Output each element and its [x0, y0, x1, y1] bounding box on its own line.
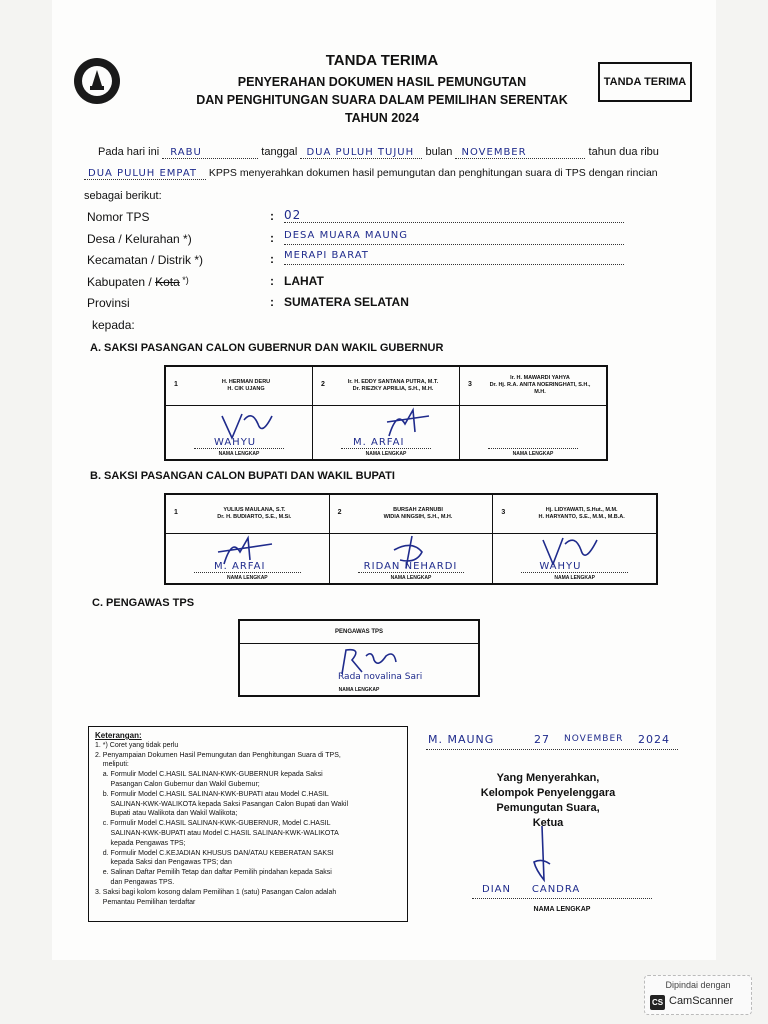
watermark-caption: Dipindai dengan — [665, 980, 731, 990]
nama-lengkap-label: NAMA LENGKAP — [227, 575, 268, 581]
keterangan-line: e. Salinan Daftar Pemilih Tetap dan daftar Pemilih pindahan kepada Saksi — [95, 869, 332, 877]
witness-name: WAHYU — [539, 561, 582, 572]
candidate-name: WIDIA NINGSIH, S.H., M.H. — [383, 514, 453, 520]
candidate-names — [184, 507, 325, 521]
tahun-label: tahun dua ribu — [588, 146, 659, 158]
witness-name: WAHYU — [214, 437, 257, 448]
signature-line — [521, 572, 628, 573]
nama-lengkap-label: NAMA LENGKAP — [338, 687, 380, 693]
candidate-number: 1 — [174, 509, 178, 516]
nama-lengkap-label: NAMA LENGKAP — [554, 575, 595, 581]
bulan-label: bulan — [425, 146, 453, 158]
candidate-names — [348, 507, 489, 521]
camscanner-watermark — [644, 975, 752, 1015]
signature-cell — [166, 534, 330, 583]
table-header-row — [166, 367, 606, 406]
witness-name: M. ARFAI — [214, 561, 266, 572]
keterangan-line: SALINAN-KWK-WALIKOTA kepada Saksi Pasangan Calon Bupati dan Wakil — [95, 800, 349, 808]
ketua-name-line — [472, 884, 652, 899]
candidate-name: Dr. Hj. R.A. ANITA NOERINGHATI, S.H., — [489, 382, 591, 388]
kota-struck: Kota — [155, 275, 180, 289]
place-value: M. MAUNG — [428, 733, 495, 746]
witness-name: M. ARFAI — [353, 437, 405, 448]
nama-lengkap-label: NAMA LENGKAP — [390, 575, 432, 581]
kabupaten-note: *) — [179, 275, 189, 285]
intro-sebagai: sebagai berikut: — [84, 190, 162, 202]
pengawas-box — [238, 619, 480, 697]
nama-lengkap-label: NAMA LENGKAP — [365, 451, 407, 457]
intro-rest: KPPS menyerahkan dokumen hasil pemungutan dan penghitungan suara di TPS dengan rincian — [208, 167, 658, 179]
intro-line2 — [84, 167, 704, 183]
keterangan-line: dan Pengawas TPS. — [95, 878, 175, 886]
signature-row — [166, 406, 606, 459]
cs-logo-icon: CS — [650, 995, 665, 1010]
signature-cell — [330, 534, 494, 583]
ketua-name-label: NAMA LENGKAP — [533, 906, 591, 913]
candidate-name: Ir. H. EDDY SANTANA PUTRA, M.T. — [347, 379, 439, 385]
kabupaten-label: Kabupaten / — [87, 275, 156, 289]
ketua-signature — [528, 824, 558, 886]
submitter-line1: Yang Menyerahkan, — [496, 772, 600, 784]
keterangan-line: d. Formulir Model C.KEJADIAN KHUSUS DAN/ATAU KEBERATAN SAKSI — [95, 849, 334, 857]
keterangan-line: meliputi: — [95, 761, 129, 769]
field-colon: : — [270, 295, 274, 309]
ketua-name: DIAN CANDRA — [482, 884, 581, 895]
tanggal-value: DUA PULUH TUJUH — [300, 147, 422, 159]
candidate-names — [511, 507, 652, 521]
candidate-cell — [166, 367, 313, 405]
field-label-nomor-tps: Nomor TPS — [87, 210, 150, 224]
candidate-cell — [166, 495, 330, 533]
field-label-kabupaten — [87, 275, 189, 289]
candidate-names — [331, 379, 455, 393]
section-b-title: B. SAKSI PASANGAN CALON BUPATI DAN WAKIL BUPATI — [90, 470, 395, 482]
signature-line — [488, 448, 578, 449]
signature-line — [358, 572, 465, 573]
field-colon: : — [270, 209, 274, 223]
candidate-name: BURSAH ZARNUBI — [393, 507, 443, 513]
pengawas-header: PENGAWAS TPS — [240, 621, 478, 644]
keterangan-line: Pemantau Pemilihan terdaftar — [95, 898, 196, 906]
keterangan-line: kepada Saksi dan Pengawas TPS; dan — [95, 859, 232, 867]
nama-lengkap-label: NAMA LENGKAP — [218, 451, 260, 457]
section-c-title: C. PENGAWAS TPS — [92, 597, 195, 609]
candidate-cell — [460, 367, 606, 405]
field-value-kabupaten: LAHAT — [284, 274, 324, 288]
candidate-number: 2 — [337, 509, 342, 516]
signature-image — [383, 406, 433, 440]
keterangan-line: c. Formulir Model C.HASIL SALINAN-KWK-GUBERNUR, Model C.HASIL — [95, 820, 331, 828]
date-month: NOVEMBER — [564, 734, 624, 744]
tanda-terima-badge: TANDA TERIMA — [598, 62, 692, 102]
intro-line1 — [98, 146, 698, 162]
candidate-cell — [493, 495, 656, 533]
signature-line — [194, 448, 284, 449]
candidate-name: H. HARYANTO, S.E., M.M., M.B.A. — [538, 514, 625, 520]
keterangan-line: SALINAN-KWK-BUPATI atau Model C.HASIL SALINAN-KWK-WALIKOTA — [95, 829, 339, 837]
signature-line — [341, 448, 431, 449]
signature-cell — [460, 406, 606, 459]
field-label-kecamatan: Kecamatan / Distrik *) — [87, 253, 204, 267]
candidate-cell — [330, 495, 494, 533]
keterangan-title: Keterangan: — [95, 731, 142, 740]
candidate-name: Ir. H. MAWARDI YAHYA — [510, 375, 570, 381]
keterangan-line: 2. Penyampaian Dokumen Hasil Pemungutan dan Penghitungan Suara di TPS, — [95, 751, 341, 759]
document-page — [52, 0, 716, 960]
candidate-cell — [313, 367, 460, 405]
field-label-provinsi: Provinsi — [87, 296, 130, 310]
kepada-label: kepada: — [92, 318, 135, 332]
field-value-desa: DESA MUARA MAUNG — [284, 230, 624, 245]
field-value-nomor-tps: 02 — [284, 208, 624, 223]
pada-hari-label: Pada hari ini — [98, 146, 160, 158]
submitter-line4: Ketua — [532, 817, 564, 829]
bulan-value: NOVEMBER — [455, 147, 585, 159]
keterangan-line: kepada Pengawas TPS; — [95, 839, 186, 847]
signature-cell — [313, 406, 460, 459]
candidate-number: 1 — [174, 381, 178, 388]
tahun-value: DUA PULUH EMPAT — [84, 168, 206, 180]
candidate-names — [184, 379, 308, 393]
title-year: TAHUN 2024 — [344, 111, 420, 125]
place-date-line — [426, 733, 678, 750]
candidate-name: Hj. LIDYAWATI, S.Hut., M.M. — [545, 507, 618, 513]
candidate-name: H. HERMAN DERU — [221, 379, 271, 385]
keterangan-line: Bupati atau Walikota dan Wakil Walikota; — [95, 810, 238, 818]
keterangan-box — [88, 726, 408, 922]
keterangan-line: b. Formulir Model C.HASIL SALINAN-KWK-BUPATI atau Model C.HASIL — [95, 790, 329, 798]
keterangan-line: 1. *) Coret yang tidak perlu — [95, 741, 179, 749]
nama-lengkap-label: NAMA LENGKAP — [512, 451, 554, 457]
hari-value: RABU — [162, 147, 258, 159]
tanggal-label: tanggal — [261, 146, 298, 158]
candidate-name: Dr. RIEZKY APRILIA, S.H., M.H. — [352, 386, 434, 392]
keterangan-line: Pasangan Calon Gubernur dan Wakil Gubernur; — [95, 780, 260, 788]
field-value-provinsi: SUMATERA SELATAN — [284, 295, 409, 309]
field-colon: : — [270, 231, 274, 245]
title-main: TANDA TERIMA — [325, 52, 439, 69]
keterangan-line: a. Formulir Model C.HASIL SALINAN-KWK-GUBERNUR kepada Saksi — [95, 771, 323, 779]
witness-name: RIDAN NEHARDI — [363, 561, 458, 572]
pengawas-signature-area — [240, 644, 478, 695]
signature-row — [166, 534, 656, 583]
kpu-logo — [72, 56, 122, 106]
signature-line — [194, 572, 301, 573]
candidate-name: YULIUS MAULANA, S.T. — [223, 507, 286, 513]
pengawas-name: Rada novalina Sari — [338, 672, 423, 682]
candidate-number: 3 — [468, 381, 472, 388]
keterangan-line: 3. Saksi bagi kolom kosong dalam Pemilihan 1 (satu) Pasangan Calon adalah — [95, 888, 337, 896]
candidate-number: 3 — [501, 509, 506, 516]
title-sub1: PENYERAHAN DOKUMEN HASIL PEMUNGUTAN — [237, 75, 527, 89]
signature-cell — [166, 406, 313, 459]
title-sub2: DAN PENGHITUNGAN SUARA DALAM PEMILIHAN SERENTAK — [196, 93, 568, 107]
candidate-name: H. CIK UJANG — [227, 386, 265, 392]
field-label-desa: Desa / Kelurahan *) — [87, 232, 192, 246]
field-value-kecamatan: MERAPI BARAT — [284, 250, 624, 265]
submitter-line3: Pemungutan Suara, — [496, 802, 600, 814]
date-year: 2024 — [638, 733, 670, 746]
section-b-table — [164, 493, 658, 585]
submitter-line2: Kelompok Penyelenggara — [480, 787, 616, 799]
date-day: 27 — [534, 733, 550, 746]
signature-cell — [493, 534, 656, 583]
candidate-names — [478, 375, 602, 396]
candidate-number: 2 — [321, 381, 325, 388]
table-header-row — [166, 495, 656, 534]
field-colon: : — [270, 274, 274, 288]
field-colon: : — [270, 252, 274, 266]
candidate-name: Dr. H. BUDIARTO, S.E., M.Si. — [217, 514, 292, 520]
section-a-table — [164, 365, 608, 461]
candidate-name: M.H. — [534, 389, 546, 395]
watermark-brand: CamScanner — [669, 995, 734, 1007]
section-a-title: A. SAKSI PASANGAN CALON GUBERNUR DAN WAKIL GUBERNUR — [90, 342, 444, 354]
